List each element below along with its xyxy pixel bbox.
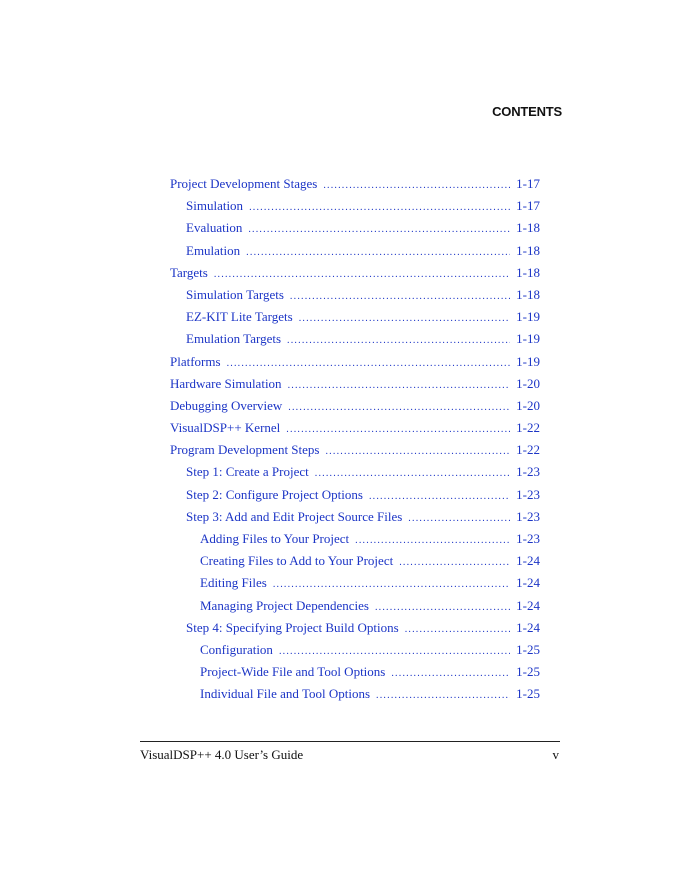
toc-entry-page-number: 1-19 xyxy=(516,353,540,369)
toc-entry-title: Simulation Targets xyxy=(186,286,284,302)
toc-entry-page-number: 1-18 xyxy=(516,264,540,280)
toc-entry-page-number: 1-25 xyxy=(516,641,540,657)
toc-entry[interactable] xyxy=(170,240,540,262)
toc-entry-page-number: 1-17 xyxy=(516,176,540,191)
toc-entry-page-number: 1-25 xyxy=(516,686,540,702)
toc-dot-leader xyxy=(288,397,510,419)
toc-entry-title: VisualDSP++ Kernel xyxy=(170,420,281,436)
toc-dot-leader xyxy=(214,264,510,286)
toc-entry[interactable] xyxy=(170,306,540,328)
toc-entry[interactable] xyxy=(170,417,540,439)
toc-dot-leader xyxy=(323,175,510,197)
toc-entry[interactable] xyxy=(170,351,540,373)
toc-dot-leader xyxy=(248,219,510,241)
toc-entry-title: Step 4: Specifying Project Build Options xyxy=(186,619,399,635)
toc-dot-leader xyxy=(246,242,510,264)
toc-entry[interactable] xyxy=(170,195,540,217)
toc-entry-title: Simulation xyxy=(186,198,244,214)
toc-dot-leader xyxy=(286,419,510,441)
toc-entry-title: Program Development Steps xyxy=(170,442,320,458)
toc-entry-title: Step 2: Configure Project Options xyxy=(186,486,363,502)
toc-dot-leader xyxy=(369,486,510,508)
toc-dot-leader xyxy=(399,552,510,574)
toc-dot-leader xyxy=(405,619,510,641)
toc-entry-title: Project Development Stages xyxy=(170,176,318,191)
toc-dot-leader xyxy=(375,597,510,619)
toc-entry[interactable] xyxy=(170,550,540,572)
toc-entry-title: Step 3: Add and Edit Project Source Files xyxy=(186,508,403,524)
toc-dot-leader xyxy=(290,286,510,308)
toc-entry-title: Emulation Targets xyxy=(186,331,282,347)
toc-dot-leader xyxy=(315,463,510,485)
footer-page-number: v xyxy=(552,747,559,762)
toc-dot-leader xyxy=(325,441,510,463)
toc-entry-page-number: 1-20 xyxy=(516,375,540,391)
toc-entry-page-number: 1-20 xyxy=(516,397,540,413)
toc-entry[interactable] xyxy=(170,461,540,483)
toc-dot-leader xyxy=(355,530,510,552)
toc-entry[interactable] xyxy=(170,284,540,306)
toc-entry[interactable] xyxy=(170,217,540,239)
toc-entry-page-number: 1-24 xyxy=(516,619,540,635)
toc-entry-page-number: 1-25 xyxy=(516,664,540,680)
toc-entry[interactable] xyxy=(170,262,540,284)
page-header-title: CONTENTS xyxy=(492,104,562,119)
toc-entry-title: EZ-KIT Lite Targets xyxy=(186,309,293,325)
toc-entry[interactable] xyxy=(170,617,540,639)
toc-entry-title: Individual File and Tool Options xyxy=(200,686,371,702)
toc-entry-title: Evaluation xyxy=(186,220,243,236)
toc-entry-page-number: 1-23 xyxy=(516,464,540,480)
toc-entry[interactable] xyxy=(170,395,540,417)
toc-entry-page-number: 1-23 xyxy=(516,531,540,546)
footer-divider xyxy=(140,741,560,742)
toc-entry-page-number: 1-23 xyxy=(516,508,540,524)
toc-entry-title: Configuration xyxy=(200,641,273,657)
toc-entry-page-number: 1-17 xyxy=(516,198,540,214)
toc-entry[interactable] xyxy=(170,639,540,661)
toc-entry-page-number: 1-18 xyxy=(516,286,540,302)
toc-entry[interactable] xyxy=(170,506,540,528)
toc-entry-title: Project-Wide File and Tool Options xyxy=(200,664,386,680)
toc-entry[interactable] xyxy=(170,661,540,683)
toc-entry-page-number: 1-19 xyxy=(516,309,540,325)
toc-entry-title: Managing Project Dependencies xyxy=(200,597,369,613)
toc-entry-title: Platforms xyxy=(170,353,221,369)
toc-dot-leader xyxy=(279,641,510,663)
toc-entry-page-number: 1-24 xyxy=(516,553,540,569)
toc-entry-title: Adding Files to Your Project xyxy=(200,531,350,546)
toc-dot-leader xyxy=(288,375,511,397)
toc-entry-title: Creating Files to Add to Your Project xyxy=(200,553,394,569)
toc-entry[interactable] xyxy=(170,439,540,461)
table-of-contents xyxy=(170,173,540,706)
footer-document-title: VisualDSP++ 4.0 User’s Guide xyxy=(140,747,304,762)
toc-entry[interactable] xyxy=(170,683,540,705)
toc-entry-title: Editing Files xyxy=(200,575,267,591)
toc-entry[interactable] xyxy=(170,572,540,594)
toc-entry[interactable] xyxy=(170,484,540,506)
toc-entry-page-number: 1-22 xyxy=(516,442,540,458)
toc-dot-leader xyxy=(249,197,510,219)
toc-entry[interactable] xyxy=(170,173,540,195)
toc-entry-title: Step 1: Create a Project xyxy=(186,464,309,480)
toc-entry-page-number: 1-24 xyxy=(516,597,540,613)
toc-entry[interactable] xyxy=(170,595,540,617)
toc-entry-page-number: 1-22 xyxy=(516,420,540,436)
toc-entry-page-number: 1-24 xyxy=(516,575,540,591)
toc-entry-page-number: 1-23 xyxy=(516,486,540,502)
toc-dot-leader xyxy=(408,508,510,530)
toc-entry-title: Targets xyxy=(170,264,208,280)
toc-entry-page-number: 1-18 xyxy=(516,242,540,258)
toc-dot-leader xyxy=(287,330,510,352)
toc-entry-title: Debugging Overview xyxy=(170,397,283,413)
toc-dot-leader xyxy=(376,685,510,707)
toc-entry[interactable] xyxy=(170,328,540,350)
toc-dot-leader xyxy=(273,574,510,596)
toc-entry-title: Hardware Simulation xyxy=(170,375,282,391)
toc-entry[interactable] xyxy=(170,528,540,550)
toc-dot-leader xyxy=(227,353,511,375)
toc-dot-leader xyxy=(391,663,510,685)
toc-entry-page-number: 1-18 xyxy=(516,220,540,236)
toc-dot-leader xyxy=(299,308,510,330)
toc-entry[interactable] xyxy=(170,373,540,395)
toc-entry-title: Emulation xyxy=(186,242,241,258)
toc-entry-page-number: 1-19 xyxy=(516,331,540,347)
